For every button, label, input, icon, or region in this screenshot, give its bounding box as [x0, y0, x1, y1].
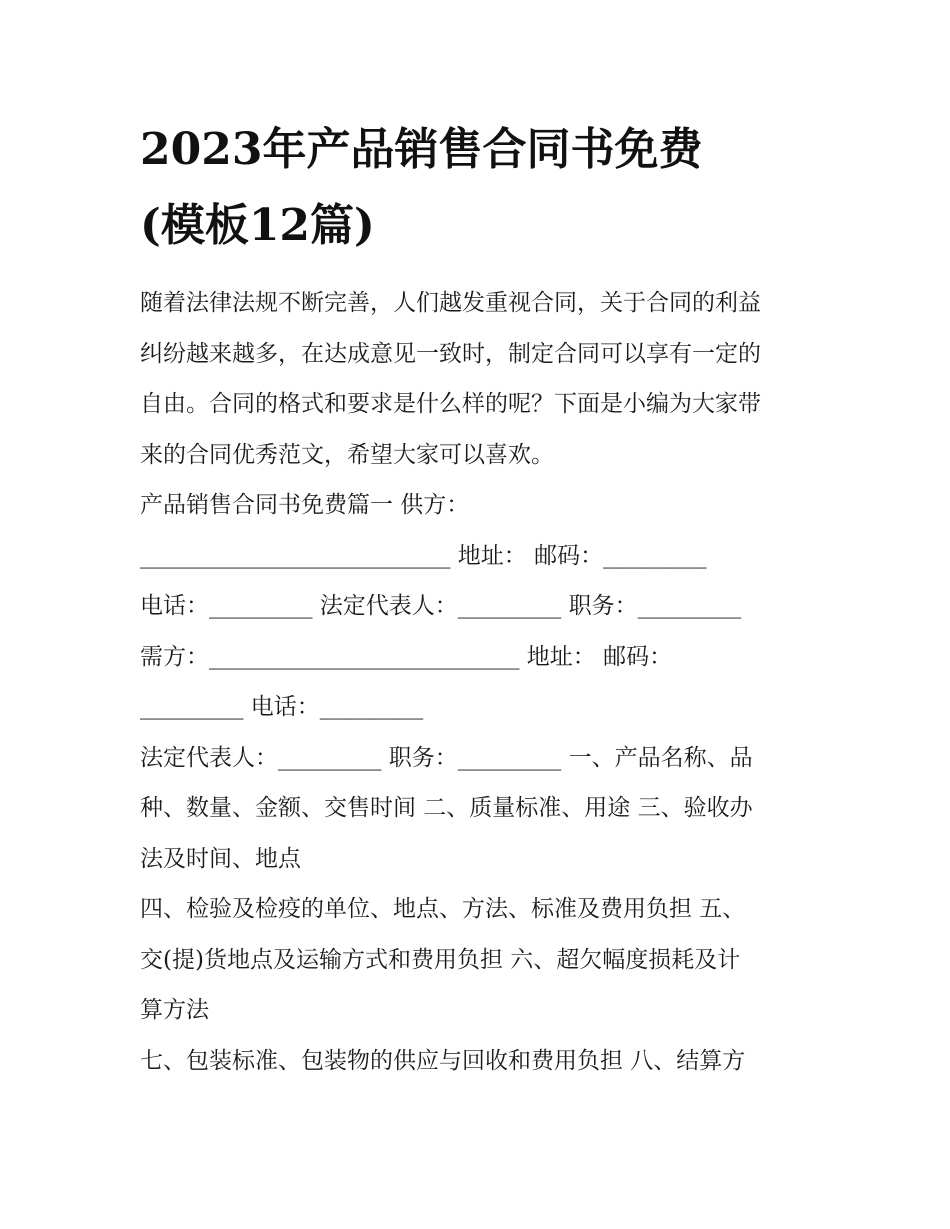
text-line: 法及时间、地点	[140, 845, 301, 872]
form-field-line: _________ 电话：_________	[140, 694, 424, 720]
section-heading-line: 产品销售合同书免费篇一 供方：	[140, 492, 470, 518]
form-field-line: ___________________________ 地址： 邮码：_________	[140, 542, 707, 569]
document-title	[140, 112, 820, 264]
form-field-line: 需方：___________________________ 地址： 邮码：	[140, 643, 673, 670]
text-line: 纠纷越来越多，在达成意见一致时，制定合同可以享有一定的	[140, 340, 761, 367]
text-line: 交(提)货地点及运输方式和费用负担 六、超欠幅度损耗及计	[140, 946, 741, 973]
text-line: 随着法律法规不断完善，人们越发重视合同，关于合同的利益	[140, 290, 761, 316]
text-line: 七、包装标准、包装物的供应与回收和费用负担 八、结算方	[140, 1047, 746, 1074]
text-line: 算方法	[140, 997, 209, 1023]
text-line: 法定代表人：_________ 职务：_________ 一、产品名称、品	[140, 744, 753, 771]
text-line: 四、检验及检疫的单位、地点、方法、标准及费用负担 五、	[140, 896, 746, 922]
text-line: 种、数量、金额、交售时间 二、质量标准、用途 三、验收办	[140, 795, 753, 821]
title-line-2: (模板12篇)	[140, 200, 375, 251]
text-line: 来的合同优秀范文，希望大家可以喜欢。	[140, 441, 554, 468]
document-body	[140, 278, 830, 1086]
title-line-1: 2023年产品销售合同书免费	[140, 124, 703, 175]
text-line: 自由。合同的格式和要求是什么样的呢？下面是小编为大家带	[140, 391, 761, 417]
form-field-line: 电话：_________ 法定代表人：_________ 职务：_________	[140, 593, 742, 619]
